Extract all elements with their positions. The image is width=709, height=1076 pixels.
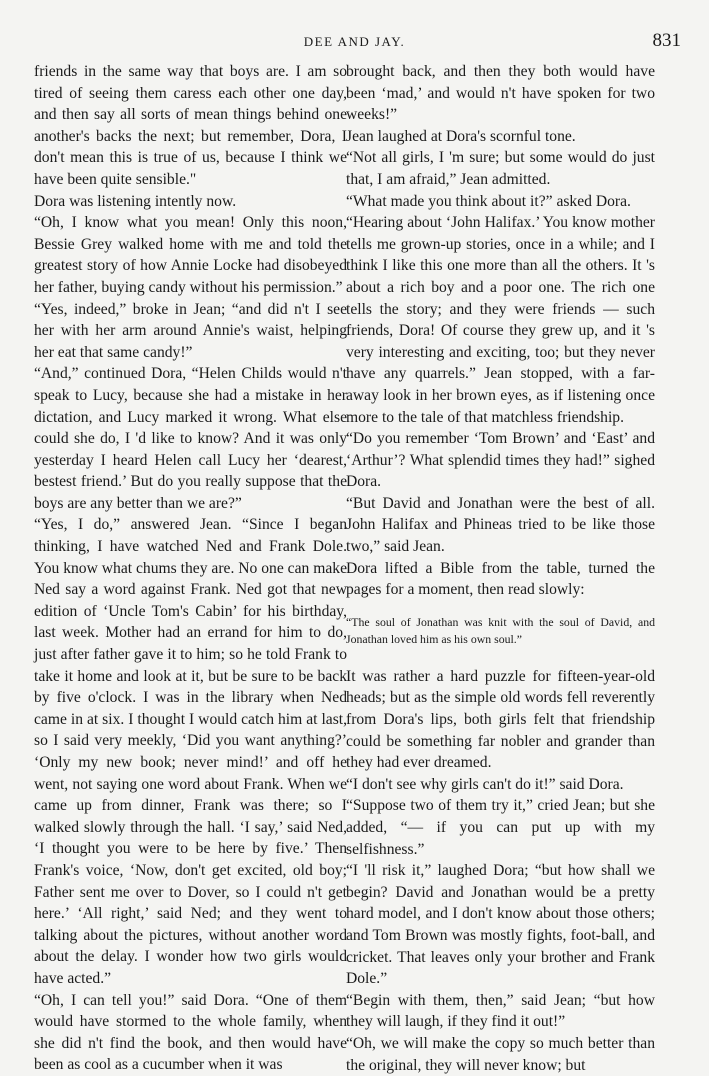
paragraph: Dora lifted a Bible from the table, turned the pages for a moment, then read slowly: [346, 559, 655, 599]
paragraph: “Yes, indeed,” broke in Jean; “and did n't I see her with her arm around Annie's waist, helping her eat that same candy!” [34, 300, 347, 361]
paragraph: Jean laughed at Dora's scornful tone. [346, 127, 576, 145]
paragraph: “What made you think about it?” asked Dora. [346, 192, 631, 210]
right-column [346, 61, 655, 1076]
paragraph: “Yes, I do,” answered Jean. “Since I began thinking, I have watched Ned and Frank Dole. You know what chums they are. No one can make Ned say a word against Frank. Ned got that new edition of ‘Uncle Tom's Cabin’ for his birthday, last week. Mother had an errand for him to do, just after father gave it to him; so he told Frank to take it home and look at it, but be sure to be back by five o'clock. I was in the library when Ned came in at six. I thought I would catch him at last, so I said very meekly, ‘Did you want anything?’ ‘Only my new book; never mind!’ and off he went, not saying one word about Frank. When we came up from dinner, Frank was there; so I walked slowly through the hall. ‘I say,’ said Ned, ‘I thought you were to be here by five.’ Then Frank's voice, ‘Now, don't get excited, old boy; Father sent me over to Dover, so I could n't get here.’ ‘All right,’ said Ned; and they went to talking about the pictures, without another word about the delay. I wonder how two girls would have acted.” [34, 516, 347, 987]
left-column [34, 61, 347, 1076]
paragraph: “Not all girls, I 'm sure; but some would do just that, I am afraid,” Jean admitted. [346, 149, 655, 188]
paragraph: “Do you remember ‘Tom Brown’ and ‘East’ and ‘Arthur’? What splendid times they had!” sighed Dora. [346, 430, 655, 491]
page-number: 831 [652, 30, 681, 51]
paragraph: “Oh, I can tell you!” said Dora. “One of them would have stormed to the whole family, when she did n't find the book, and then would have been as cool as a cucumber when it was [34, 991, 347, 1074]
paragraph: “Suppose two of them try it,” cried Jean; but she added, “— if you can put up with my selfishness.” [346, 797, 655, 858]
page-header [0, 30, 709, 54]
paragraph: “Oh, we will make the copy so much better than the original, they will never know; but [346, 1034, 655, 1074]
running-title: DEE AND JAY. [303, 34, 406, 49]
paragraph: “I 'll risk it,” laughed Dora; “but how shall we begin? David and Jonathan would be a pretty hard model, and I don't know about those others; and Tom Brown was mostly fights, foot-ball, and cricket. That leaves only your brother and Frank Dole.” [346, 862, 655, 988]
paragraph: “I don't see why girls can't do it!” said Dora. [346, 775, 624, 793]
paragraph: It was rather a hard puzzle for fifteen-year-old heads; but as the simple old words fell reverently from Dora's lips, both girls felt that friendship could be something far nobler and grander than they had ever dreamed. [346, 667, 655, 772]
paragraph: “But David and Jonathan were the best of all. John Halifax and Phineas tried to be like those two,” said Jean. [346, 494, 655, 556]
paragraph: “Begin with them, then,” said Jean; “but how they will laugh, if they find it out!” [346, 991, 655, 1031]
paragraph: “Oh, I know what you mean! Only this noon, Bessie Grey walked home with me and told the greatest story of how Annie Locke had disobeyed her father, buying candy without his permission.” [34, 214, 347, 296]
scripture-quote: “The soul of Jonathan was knit with the soul of David, and Jonathan loved him as his own soul.” [346, 614, 655, 646]
paragraph: “And,” continued Dora, “Helen Childs would n't speak to Lucy, because she had a mistake in her dictation, and Lucy marked it wrong. What else could she do, I 'd like to know? And it was only yesterday I heard Helen call Lucy her ‘dearest, bestest friend.’ But do you really suppose that the boys are any better than we are?” [34, 365, 347, 512]
paragraph: brought back, and then they both would have been ‘mad,’ and would n't have spoken for two weeks!” [346, 63, 655, 124]
paragraph: friends in the same way that boys are. I am so tired of seeing them caress each other one day, and then say all sorts of mean things behind one another's backs the next; but remember, Dora, I don't mean this is true of us, because I think we have been quite sensible." [34, 63, 347, 188]
paragraph: “Hearing about ‘John Halifax.’ You know mother tells me grown-up stories, once in a while; and I think I like this one more than all the others. It 's about a rich boy and a poor one. The rich one tells the story; and they were friends — such friends, Dora! Of course they grew up, and it 's very interesting and exciting, too; but they never have any quarrels.” Jean stopped, with a far-away look in her brown eyes, as if listening once more to the tale of that matchless friendship. [346, 214, 655, 426]
paragraph: Dora was listening intently now. [34, 192, 237, 210]
